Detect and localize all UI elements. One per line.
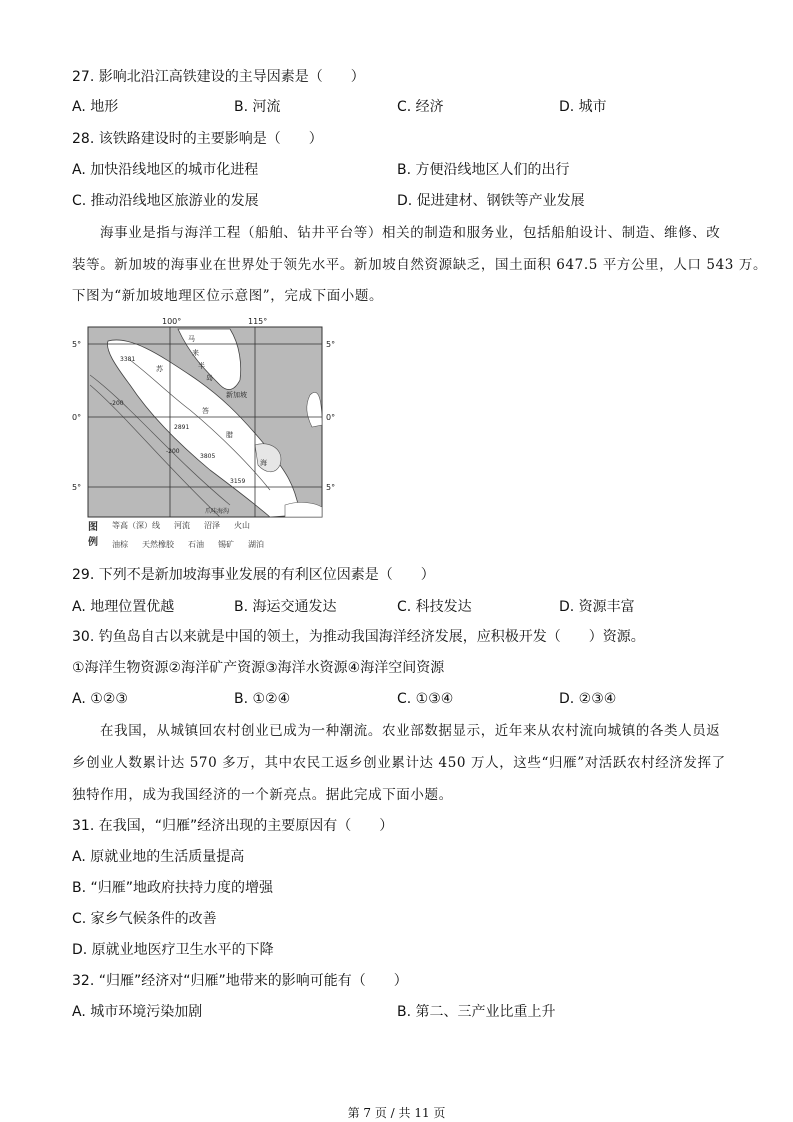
q30-option-c: C. ①③④ [397,691,454,707]
passage2-line: 在我国，从城镇回农村创业已成为一种潮流。农业部数据显示，近年来从农村流向城镇的各类人员返 [100,723,721,739]
place-label: 苏 [156,365,163,373]
lat-label: 5° [326,340,336,349]
q28-option-c: C. 推动沿线地区旅游业的发展 [72,193,259,209]
legend-item: 等高（深）线 [112,521,160,530]
elevation-label: -200 [110,400,124,407]
q27-option-a: A. 地形 [72,99,119,115]
place-label: 马 [188,335,195,343]
q29-option-c: C. 科技发达 [397,599,472,615]
page-footer: 第 7 页 / 共 11 页 [347,1106,446,1120]
elevation-label: -200 [166,448,180,455]
lat-label: 5° [72,483,82,492]
q31-option-c: C. 家乡气候条件的改善 [72,911,217,927]
q31-option-b: B. “归雁”地政府扶持力度的增强 [72,880,274,896]
legend-title: 图例 [88,522,98,548]
java-island [285,502,322,517]
place-label: 岛 [206,374,213,382]
map-legend [88,520,328,556]
passage1-line: 海事业是指与海洋工程（船舶、钻井平台等）相关的制造和服务业，包括船舶设计、制造、维修、改 [100,225,721,241]
elevation-label: 3159 [230,478,246,485]
q29-option-a: A. 地理位置优越 [72,599,175,615]
q27-stem: 27. 影响北沿江高铁建设的主导因素是（ ） [72,69,365,85]
place-label: 半 [198,362,205,370]
place-label: 来 [192,349,199,357]
passage2-line: 乡创业人数累计达 570 多万，其中农民工返乡创业累计达 450 万人，这些“归雁”对活跃农村经济发挥了 [72,755,726,771]
q30-option-a: A. ①②③ [72,691,128,707]
passage1-line: 装等。新加坡的海事业在世界处于领先水平。新加坡自然资源缺乏，国土面积 647.5 平方公里，人口 543 万。 [72,257,768,273]
place-label: 腊 [226,431,233,439]
lat-label: 5° [72,340,82,349]
q30-line2: ①海洋生物资源②海洋矿产资源③海洋水资源④海洋空间资源 [72,660,445,676]
q28-option-d: D. 促进建材、钢铁等产业发展 [397,193,585,209]
q32-stem: 32. “归雁”经济对“归雁”地带来的影响可能有（ ） [72,973,408,989]
lat-label: 0° [72,413,82,422]
legend-item: 沼泽 [204,521,220,530]
elevation-label: 3381 [120,356,136,363]
q31-stem: 31. 在我国，“归雁”经济出现的主要原因有（ ） [72,818,394,834]
legend-item: 锡矿 [218,540,234,549]
q30-option-d: D. ②③④ [559,691,617,707]
legend-item: 天然橡胶 [142,540,174,549]
lon-label: 100° [162,317,182,326]
legend-item: 石油 [188,540,204,549]
q30-stem: 30. 钓鱼岛自古以来就是中国的领土，为推动我国海洋经济发展，应积极开发（ ）资源。 [72,629,645,645]
place-label: 答 [202,407,209,415]
place-label: 海 [260,459,267,467]
q30-option-b: B. ①②④ [234,691,291,707]
place-label-java-trench: 爪哇海沟 [205,508,230,515]
q31-option-d: D. 原就业地医疗卫生水平的下降 [72,942,274,958]
legend-item: 油棕 [112,540,128,549]
legend-item: 河流 [174,521,190,530]
q32-option-a: A. 城市环境污染加剧 [72,1004,203,1020]
q27-option-c: C. 经济 [397,99,444,115]
elevation-label: 3805 [200,453,216,460]
place-label-singapore: 新加坡 [226,391,247,399]
elevation-label: 2891 [174,424,190,431]
lat-label: 0° [326,413,336,422]
q29-option-b: B. 海运交通发达 [234,599,337,615]
lon-label: 115° [248,317,268,326]
q27-option-d: D. 城市 [559,99,607,115]
q29-stem: 29. 下列不是新加坡海事业发展的有利区位因素是（ ） [72,567,435,583]
passage2-line: 独特作用，成为我国经济的一个新亮点。据此完成下面小题。 [72,787,453,803]
q28-stem: 28. 该铁路建设时的主要影响是（ ） [72,131,323,147]
passage1-line: 下图为“新加坡地理区位示意图”，完成下面小题。 [72,288,384,304]
legend-item: 湖泊 [248,540,264,549]
q32-option-b: B. 第二、三产业比重上升 [397,1004,556,1020]
q28-option-a: A. 加快沿线地区的城市化进程 [72,162,259,178]
q27-option-b: B. 河流 [234,99,281,115]
q31-option-a: A. 原就业地的生活质量提高 [72,849,245,865]
q29-option-d: D. 资源丰富 [559,599,635,615]
lat-label: 5° [326,483,336,492]
q28-option-b: B. 方便沿线地区人们的出行 [397,162,570,178]
singapore-location-map [70,315,350,520]
legend-item: 火山 [234,521,250,530]
